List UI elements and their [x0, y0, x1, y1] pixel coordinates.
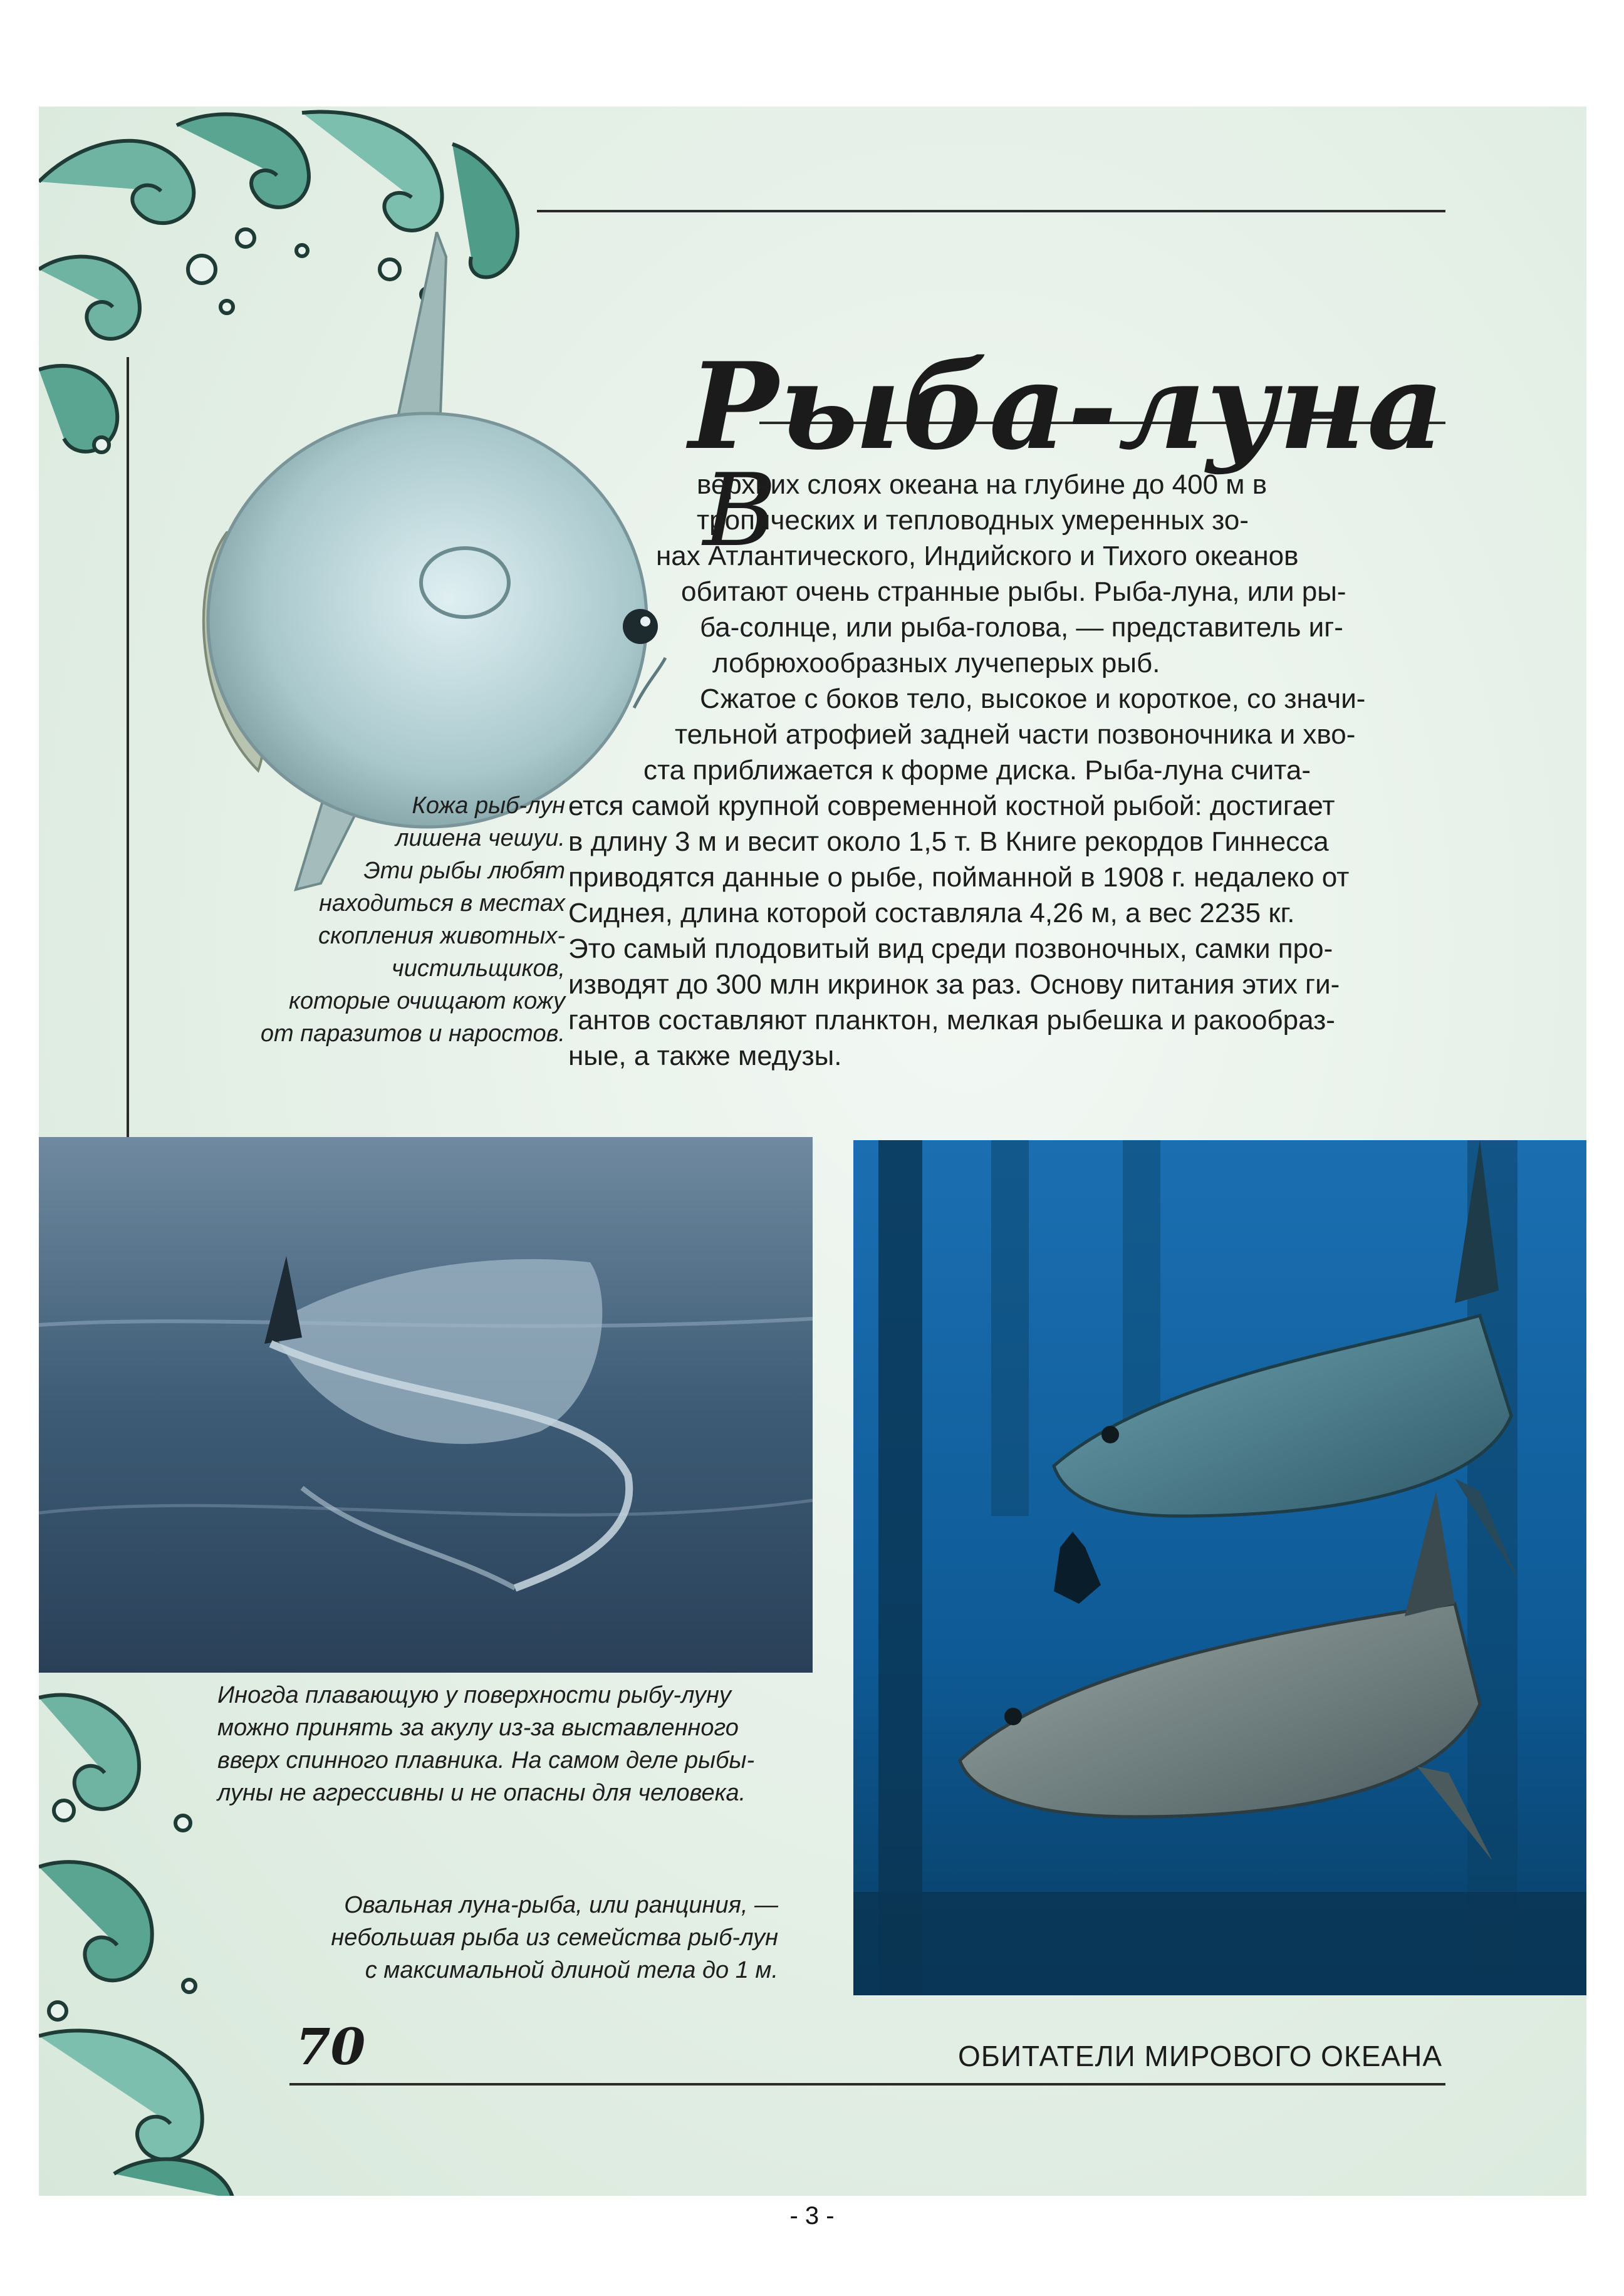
- caption-line: Иногда плавающую у поверхности рыбу-луну: [217, 1682, 731, 1708]
- caption-oval: [214, 1889, 778, 1987]
- drop-cap: В: [703, 452, 777, 569]
- body-line: тропических и тепловодных умеренных зо-: [697, 505, 1249, 536]
- caption-line: Эти рыбы любят: [363, 858, 565, 884]
- body-line: Это самый плодовитый вид среди позвоночных, самки про-: [568, 933, 1333, 964]
- page-number: 70: [296, 2017, 366, 2076]
- body-line: приводятся данные о рыбе, пойманной в 1908 г. недалеко от: [568, 862, 1350, 893]
- underwater-photo: [853, 1140, 1586, 1995]
- caption-line: с максимальной длиной тела до 1 м.: [365, 1957, 778, 1983]
- page-title: Рыба-луна: [689, 336, 1445, 477]
- caption-line: вверх спинного плавника. На самом деле рыбы-: [217, 1747, 755, 1774]
- margin-rule: [127, 357, 129, 1240]
- body-line: лобрюхообразных лучеперых рыб.: [712, 648, 1160, 678]
- caption-line: Кожа рыб-лун: [412, 792, 565, 819]
- caption-line: чистильщиков,: [392, 955, 565, 982]
- body-line: Сиднея, длина которой составляла 4,26 м, а вес 2235 кг.: [568, 898, 1295, 928]
- caption-line: небольшая рыба из семейства рыб-лун: [331, 1925, 778, 1951]
- body-line: ста приближается к форме диска. Рыба-луна счита-: [643, 755, 1311, 786]
- section-title: ОБИТАТЕЛИ МИРОВОГО ОКЕАНА: [958, 2040, 1442, 2072]
- article-body: [568, 467, 1486, 1074]
- book-page: [39, 106, 1586, 2196]
- caption-line: скопления животных-: [318, 923, 565, 949]
- title-rule-top: [537, 210, 1445, 212]
- caption-line: можно принять за акулу из-за выставленного: [217, 1715, 739, 1741]
- caption-line: находиться в местах: [319, 890, 565, 917]
- body-line: ется самой крупной современной костной рыбой: достигает: [568, 791, 1335, 821]
- footer-rule: [289, 2083, 1445, 2086]
- body-line: изводят до 300 млн икринок за раз. Основу питания этих ги-: [568, 969, 1340, 1000]
- caption-line: Овальная луна-рыба, или ранциния, —: [344, 1892, 778, 1918]
- body-line: обитают очень странные рыбы. Рыба-луна, или ры-: [681, 576, 1346, 607]
- body-line: Сжатое с боков тело, высокое и короткое, со значи-: [700, 683, 1366, 714]
- caption-line: которые очищают кожу: [289, 988, 565, 1014]
- caption-surface: [217, 1679, 844, 1809]
- body-line: нах Атлантического, Индийского и Тихого океанов: [656, 541, 1299, 571]
- surface-photo: [39, 1137, 813, 1673]
- body-line: ба-солнце, или рыба-голова, — представитель иг-: [700, 612, 1343, 643]
- body-line: верхних слоях океана на глубине до 400 м в: [697, 469, 1267, 500]
- caption-line: луны не агрессивны и не опасны для человека.: [217, 1780, 746, 1806]
- caption-line: лишена чешуи.: [395, 825, 565, 851]
- body-line: в длину 3 м и весит около 1,5 т. В Книге рекордов Гиннесса: [568, 826, 1329, 857]
- document-footer: - 3 -: [789, 2202, 835, 2230]
- body-line: тельной атрофией задней части позвоночника и хво-: [675, 719, 1356, 750]
- caption-skin: [239, 789, 565, 1050]
- body-line: ные, а также медузы.: [568, 1041, 842, 1071]
- caption-line: от паразитов и наростов.: [260, 1021, 565, 1047]
- body-line: гантов составляют планктон, мелкая рыбешка и ракообраз-: [568, 1005, 1335, 1036]
